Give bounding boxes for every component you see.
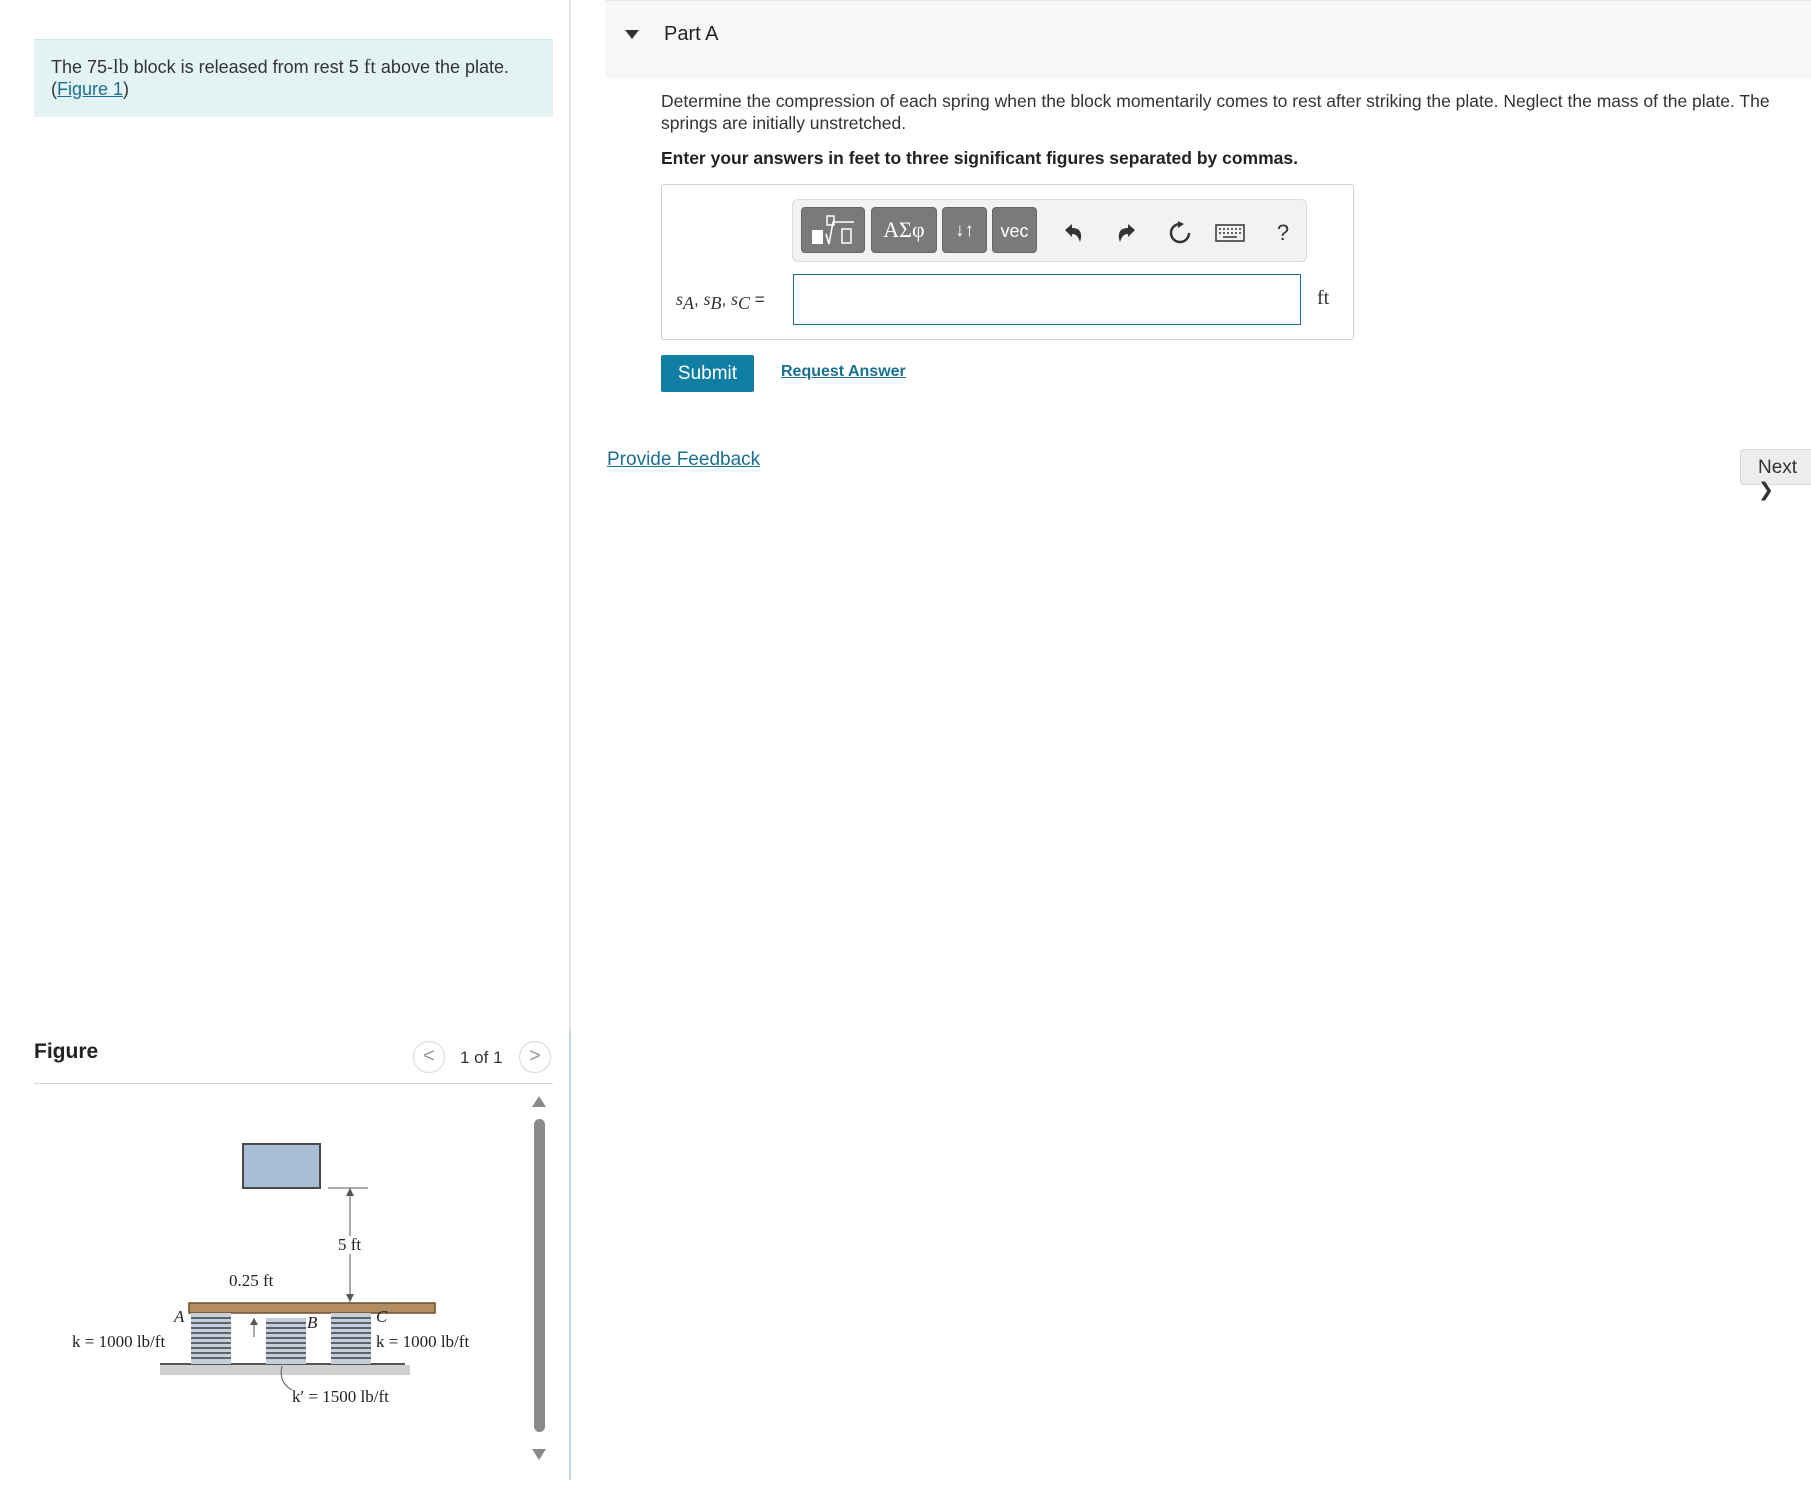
weight-unit: lb — [113, 56, 129, 78]
figure-prev-button[interactable] — [413, 1041, 445, 1073]
redo-button[interactable] — [1112, 220, 1142, 246]
part-title: Part A — [664, 23, 719, 45]
spring-b-label: B — [307, 1313, 318, 1332]
gap-arrow-icon — [250, 1318, 258, 1325]
answer-input[interactable] — [793, 274, 1301, 325]
figure-divider — [34, 1083, 553, 1084]
sub-a: A — [683, 293, 695, 314]
request-answer-link[interactable]: Request Answer — [781, 363, 906, 380]
templates-icon — [802, 208, 864, 252]
ground — [160, 1365, 410, 1375]
problem-text-before: The 75- — [51, 57, 114, 77]
spring-c-stiffness: k = 1000 lb/ft — [376, 1332, 470, 1351]
greek-letters-button[interactable] — [871, 207, 937, 253]
spring-a-label: A — [174, 1307, 185, 1326]
redo-icon — [1112, 220, 1142, 246]
collapse-caret-icon[interactable] — [625, 30, 639, 39]
equals-sign: = — [754, 290, 765, 309]
figure-link-open: ( — [51, 79, 57, 99]
keyboard-button[interactable] — [1215, 224, 1245, 242]
var-s-c: s — [730, 289, 738, 309]
vector-button[interactable] — [992, 207, 1037, 253]
question-text: Determine the compression of each spring when the block momentarily comes to rest after striking the plate. Neglect the mass of the plate. The springs are initially unstretched. — [661, 91, 1770, 133]
sub-b: B — [710, 293, 722, 314]
reset-button[interactable] — [1165, 220, 1195, 246]
spring-b — [266, 1318, 306, 1364]
reset-icon — [1165, 220, 1195, 246]
keyboard-icon — [1215, 224, 1245, 242]
spring-c — [331, 1313, 371, 1364]
undo-button[interactable] — [1058, 220, 1088, 246]
gap-label: 0.25 ft — [229, 1271, 274, 1290]
problem-statement — [34, 39, 553, 117]
falling-block — [243, 1144, 320, 1188]
problem-text-middle: block is released from rest 5 — [128, 57, 364, 77]
arrowhead-up-icon — [346, 1188, 354, 1196]
scroll-up-arrow-icon[interactable] — [532, 1096, 546, 1107]
answer-unit: ft — [1317, 287, 1330, 309]
figure-link[interactable]: Figure 1 — [57, 79, 124, 99]
next-button[interactable] — [1740, 449, 1811, 501]
plate — [189, 1303, 435, 1313]
spring-c-label: C — [376, 1307, 388, 1326]
figure-link-close: ) — [123, 79, 130, 99]
sub-c: C — [737, 293, 750, 314]
templates-button[interactable] — [801, 207, 865, 253]
figure-heading: Figure — [34, 1040, 99, 1063]
arrows-button[interactable] — [942, 207, 987, 253]
var-s-a: s — [676, 289, 684, 309]
distance-unit: ft — [363, 56, 376, 78]
next-label: Next — [1758, 457, 1798, 478]
spring-b-stiffness: k′ = 1500 lb/ft — [292, 1387, 389, 1406]
figure-image — [60, 1130, 520, 1430]
part-a-header[interactable] — [605, 0, 1811, 78]
chevron-right-icon: > — [529, 1045, 541, 1067]
chevron-left-icon: < — [423, 1045, 435, 1067]
submit-button[interactable]: Submit — [661, 355, 754, 392]
problem-text-after: above the plate. — [375, 57, 510, 77]
provide-feedback-link[interactable]: Provide Feedback — [607, 449, 761, 470]
figure-scrollbar-thumb[interactable] — [534, 1119, 545, 1432]
var-s-b: s — [703, 289, 711, 309]
arrowhead-down-icon — [346, 1294, 354, 1302]
spring-a-stiffness: k = 1000 lb/ft — [72, 1332, 166, 1351]
undo-icon — [1058, 220, 1088, 246]
figure-next-button[interactable] — [519, 1041, 551, 1073]
panel-divider-accent — [569, 1030, 571, 1480]
answer-label: $s_A$, $s_B$, $s_C$ = — [676, 289, 765, 314]
arrows-icon: ↓↑ — [955, 220, 974, 241]
left-panel — [0, 0, 568, 1494]
instruction-text: Enter your answers in feet to three significant figures separated by commas. — [661, 148, 1298, 168]
help-button[interactable] — [1268, 220, 1298, 246]
help-icon: ? — [1276, 220, 1290, 245]
height-label: 5 ft — [338, 1235, 362, 1254]
vector-icon: vec — [1000, 221, 1029, 241]
figure-counter: 1 of 1 — [460, 1048, 503, 1067]
greek-letters-icon: ΑΣφ — [883, 217, 925, 242]
chevron-right-icon: ❯ — [1758, 480, 1774, 501]
spring-a — [191, 1313, 231, 1364]
scroll-down-arrow-icon[interactable] — [532, 1449, 546, 1460]
